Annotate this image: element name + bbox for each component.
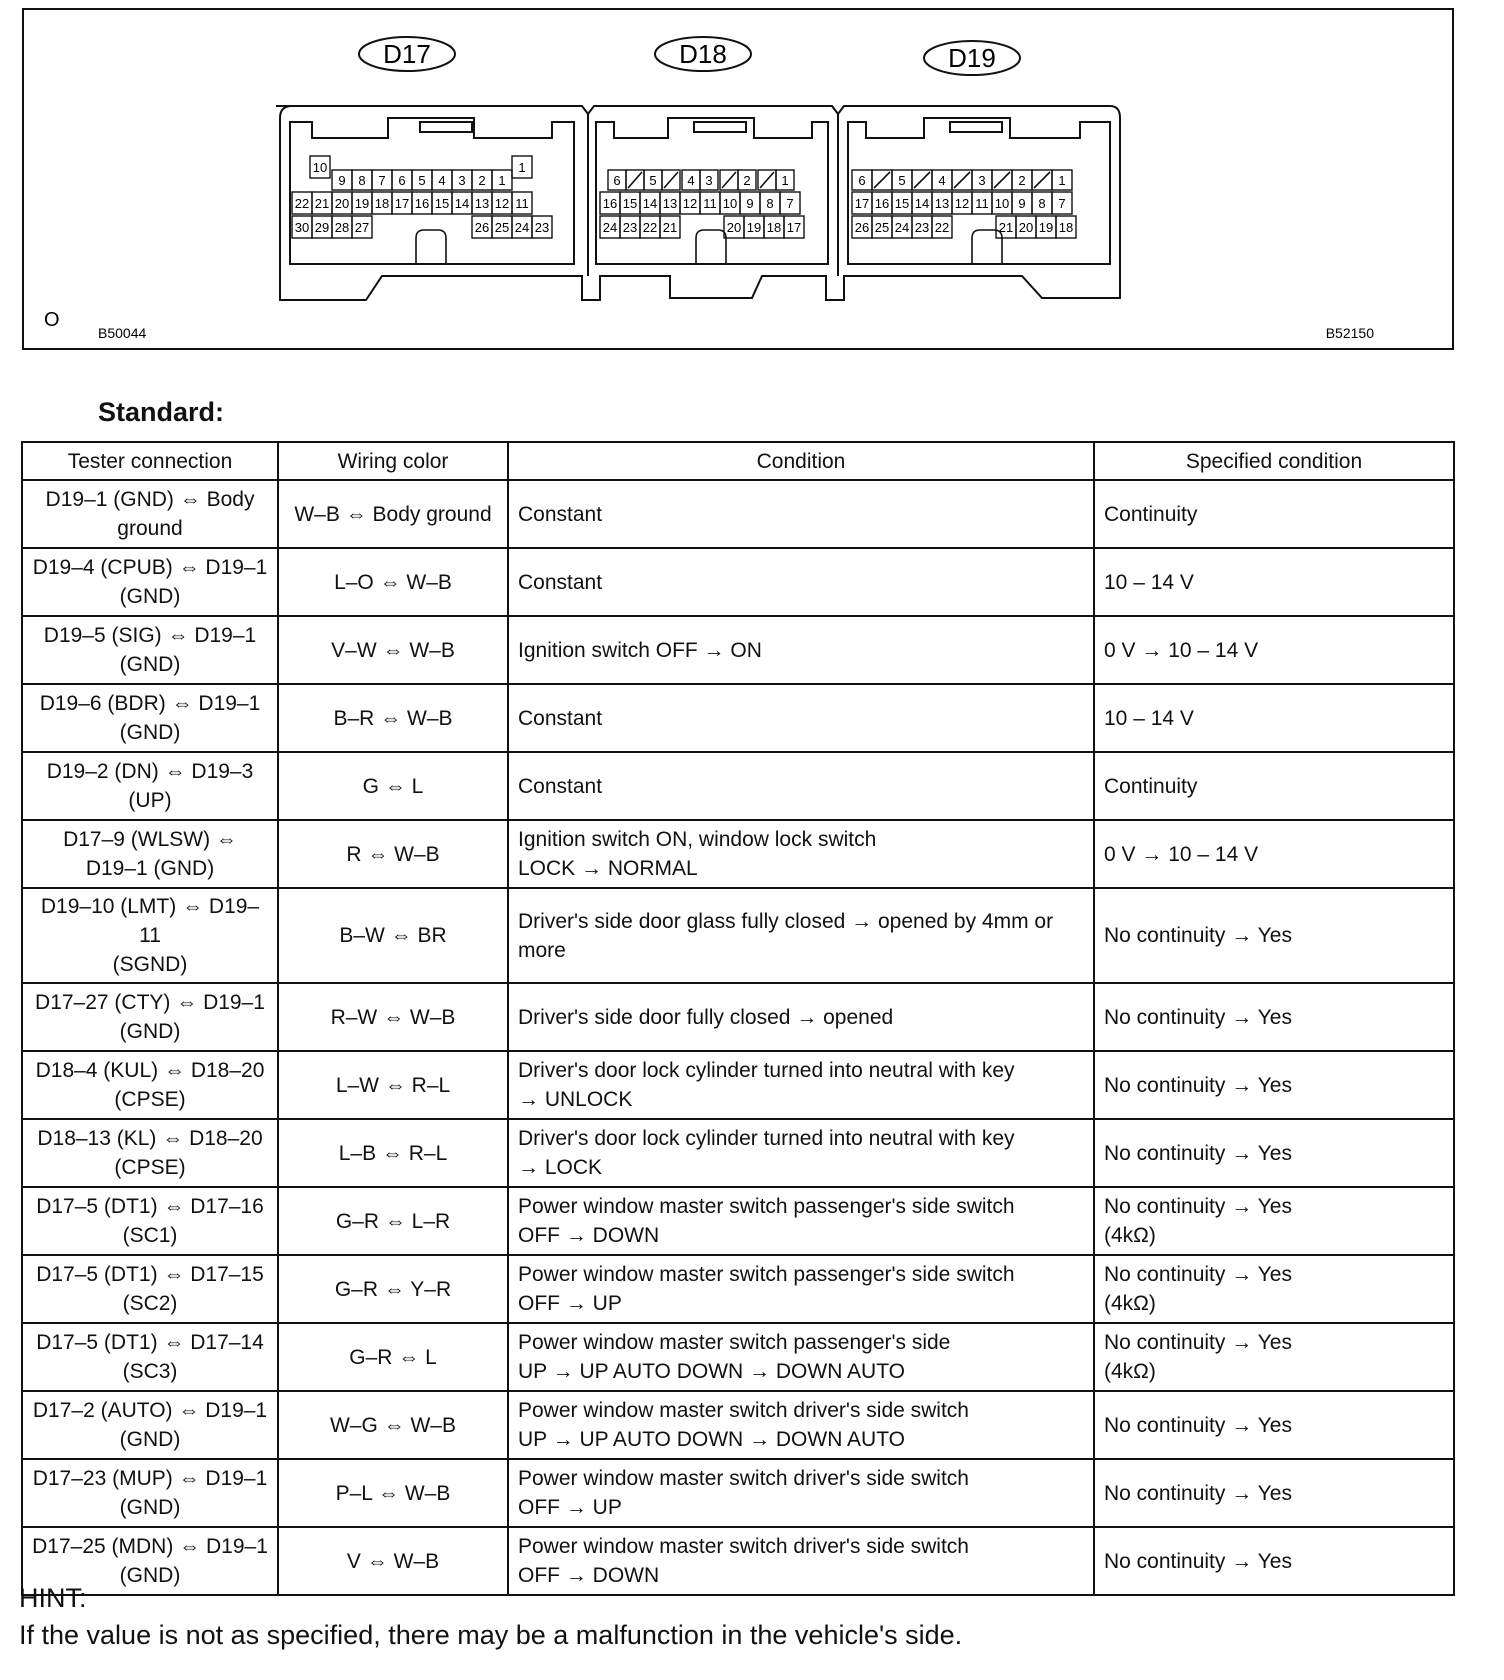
d19-label: D19 [948,43,996,73]
wiring-color-cell: B–W ⇔ BR [278,888,508,983]
table-row [22,820,1454,888]
cavity-number: 29 [314,220,330,235]
condition-cell [508,684,1094,752]
cavity-number: 24 [894,220,910,235]
condition-cell-line: Power window master switch driver's side switch [518,1467,969,1490]
tester-connection-cell-line: (CPSE) [114,1088,186,1111]
condition-cell-line: → UNLOCK [518,1088,633,1111]
condition-cell-line: Driver's side door glass fully closed → opened by 4mm or [518,909,1054,933]
d19-latch [950,122,1002,132]
table-row [22,684,1454,752]
cavity-number: 23 [622,220,638,235]
specified-condition-cell-line: Continuity [1104,502,1198,526]
cavity-number: 3 [978,173,986,188]
cavity-number: 9 [746,196,754,211]
cavity-number: 6 [613,173,621,188]
condition-cell-line: Power window master switch passenger's side switch [518,1195,1015,1218]
cavity-number: 2 [1018,173,1026,188]
cavity-number: 23 [914,220,930,235]
cavity-number: 1 [781,173,789,188]
table-row [22,1051,1454,1119]
condition-cell-line: more [518,938,566,962]
cavity-number: 27 [354,220,370,235]
condition-cell-line: Constant [518,774,603,798]
empty-cavity-slash [722,172,736,188]
figure-code-right: B52150 [1325,325,1374,341]
specified-condition-cell [1094,616,1454,684]
cavity-number: 5 [418,173,426,188]
condition-cell-line: Constant [518,706,603,730]
specified-condition-cell [1094,548,1454,616]
tester-connection-cell [22,1051,278,1119]
cavity-number: 18 [766,220,782,235]
condition-cell [508,1391,1094,1459]
condition-cell-line: Constant [518,502,603,526]
cavity-number: 4 [938,173,946,188]
specified-condition-cell-line: No continuity → Yes [1104,1481,1292,1505]
condition-cell-line: Driver's door lock cylinder turned into neutral with key [518,1059,1015,1082]
cavity-number: 13 [934,196,950,211]
tester-connection-cell-line: D18–13 (KL) ⇔ D18–20 [37,1127,263,1150]
tester-connection-cell-line: D19–6 (BDR) ⇔ D19–1 [39,692,261,715]
cavity-number: 12 [494,196,510,211]
cavity-number: 8 [766,196,774,211]
condition-cell [508,616,1094,684]
condition-cell [508,820,1094,888]
condition-cell [508,1255,1094,1323]
tester-connection-cell [22,1323,278,1391]
cavity-number: 15 [622,196,638,211]
specified-condition-cell [1094,684,1454,752]
condition-cell-line: Driver's side door fully closed → opened [518,1005,894,1029]
specified-condition-cell-line: 10 – 14 V [1104,570,1194,594]
wiring-color-cell: G ⇔ L [278,752,508,820]
tester-connection-cell [22,1255,278,1323]
cavity-number: 17 [854,196,870,211]
specified-condition-cell [1094,1391,1454,1459]
cavity-number: 21 [662,220,678,235]
cavity-number: 5 [649,173,657,188]
specified-condition-cell-line: 0 V → 10 – 14 V [1104,638,1259,662]
wiring-color-cell: R–W ⇔ W–B [278,983,508,1051]
cavity-number: 6 [858,173,866,188]
standard-title: Standard: [98,397,225,427]
table-row [22,480,1454,548]
cavity-number: 7 [378,173,386,188]
table-row [22,1187,1454,1255]
condition-cell-line: UP → UP AUTO DOWN → DOWN AUTO [518,1428,905,1451]
empty-cavity-slash [874,172,890,188]
key-notch [696,230,726,264]
condition-cell [508,983,1094,1051]
cavity-number: 7 [786,196,794,211]
empty-cavity-slash [954,172,970,188]
tester-connection-cell-line: ground [117,517,183,540]
cavity-number: 10 [994,196,1010,211]
tester-connection-cell [22,983,278,1051]
condition-cell-line: Power window master switch passenger's side [518,1331,951,1354]
cavity-number: 15 [434,196,450,211]
tester-connection-cell-line: (GND) [119,1564,181,1587]
cavity-number: 20 [334,196,350,211]
table-header-row [22,442,1454,480]
condition-cell-line: Power window master switch driver's side switch [518,1399,969,1422]
table-body [22,480,1454,1595]
cavity-number: 28 [334,220,350,235]
cavity-number: 26 [854,220,870,235]
header-wiring-color: Wiring color [278,442,508,480]
header-tester-connection: Tester connection [22,442,278,480]
table-row [22,1255,1454,1323]
condition-cell-line: Ignition switch ON, window lock switch [518,828,877,851]
hint-title: HINT: [19,1583,87,1613]
tester-connection-cell-line: D17–5 (DT1) ⇔ D17–14 [36,1331,264,1354]
corner-mark: O [44,309,60,331]
specified-condition-cell-line: (4kΩ) [1104,1360,1156,1383]
tester-connection-cell [22,684,278,752]
cavity-number: 5 [898,173,906,188]
table-row [22,616,1454,684]
cavity-number: 10 [312,160,328,175]
cavity-number: 4 [687,173,695,188]
tester-connection-cell [22,1119,278,1187]
specified-condition-cell-line: No continuity → Yes [1104,1005,1292,1029]
specified-condition-cell-line: No continuity → Yes [1104,1331,1292,1354]
cavity-number: 3 [458,173,466,188]
tester-connection-cell [22,1187,278,1255]
tester-connection-cell-line: D17–5 (DT1) ⇔ D17–16 [36,1195,264,1218]
tester-connection-cell [22,888,278,983]
specified-condition-cell-line: No continuity → Yes [1104,1195,1292,1218]
tester-connection-cell-line: (SC2) [122,1292,178,1315]
tester-connection-cell-line: (GND) [119,1496,181,1519]
empty-cavity-slash [760,172,774,188]
table-row [22,548,1454,616]
wiring-color-cell: G–R ⇔ L [278,1323,508,1391]
cavity-number: 1 [1058,173,1066,188]
cavity-number: 22 [294,196,310,211]
cavity-number: 8 [358,173,366,188]
cavity-number: 1 [518,160,526,175]
wiring-color-cell: G–R ⇔ Y–R [278,1255,508,1323]
tester-connection-cell-line: (GND) [119,1020,181,1043]
specified-condition-cell [1094,983,1454,1051]
tester-connection-cell-line: D17–23 (MUP) ⇔ D19–1 [32,1467,268,1490]
table-row [22,1119,1454,1187]
connector-figure [22,8,1454,358]
tester-connection-cell-line: (CPSE) [114,1156,186,1179]
condition-cell [508,1051,1094,1119]
specified-condition-cell-line: No continuity → Yes [1104,1263,1292,1286]
specified-condition-cell-line: (4kΩ) [1104,1224,1156,1247]
cavity-number: 24 [602,220,618,235]
cavity-number: 12 [954,196,970,211]
cavity-number: 18 [374,196,390,211]
tester-connection-cell-line: D17–27 (CTY) ⇔ D19–1 [35,991,265,1014]
condition-cell-line: Driver's door lock cylinder turned into neutral with key [518,1127,1015,1150]
tester-connection-cell-line: D19–2 (DN) ⇔ D19–3 [46,760,254,783]
specified-condition-cell-line: 0 V → 10 – 14 V [1104,842,1259,866]
tester-connection-cell-line: D17–2 (AUTO) ⇔ D19–1 [32,1399,268,1422]
condition-cell-line: OFF → UP [518,1496,622,1519]
specified-condition-cell-line: No continuity → Yes [1104,1141,1292,1165]
condition-cell [508,548,1094,616]
empty-cavity-slash [994,172,1010,188]
condition-cell-line: Power window master switch driver's side switch [518,1535,969,1558]
specified-condition-cell [1094,1051,1454,1119]
tester-connection-cell-line: D19–4 (CPUB) ⇔ D19–1 [32,556,268,579]
specified-condition-cell-line: No continuity → Yes [1104,1413,1292,1437]
cavity-grid [292,156,1076,264]
tester-connection-cell-line: (UP) [128,789,172,812]
cavity-number: 17 [786,220,802,235]
wiring-color-cell: W–G ⇔ W–B [278,1391,508,1459]
wiring-color-cell: L–O ⇔ W–B [278,548,508,616]
empty-cavity-slash [1034,172,1050,188]
table-row [22,888,1454,983]
cavity-number: 14 [454,196,470,211]
condition-cell [508,1187,1094,1255]
d18-label: D18 [679,39,727,69]
d17-latch [420,122,472,132]
specified-condition-cell [1094,888,1454,983]
hint-text: If the value is not as specified, there may be a malfunction in the vehicle's side. [19,1620,963,1650]
tester-connection-cell-line: D18–4 (KUL) ⇔ D18–20 [35,1059,265,1082]
cavity-number: 18 [1058,220,1074,235]
cavity-number: 16 [874,196,890,211]
cavity-number: 11 [515,196,529,211]
cavity-number: 17 [394,196,410,211]
tester-connection-cell-line: D17–5 (DT1) ⇔ D17–15 [36,1263,264,1286]
condition-cell [508,1323,1094,1391]
table-row [22,1527,1454,1595]
cavity-number: 16 [602,196,618,211]
wiring-color-cell: V–W ⇔ W–B [278,616,508,684]
cavity-number: 2 [743,173,751,188]
tester-connection-cell-line: (GND) [119,653,181,676]
specified-condition-cell [1094,480,1454,548]
d19-inner-outline [848,118,1110,264]
tester-connection-cell-line: (GND) [119,585,181,608]
condition-cell-line: OFF → DOWN [518,1224,660,1247]
cavity-number: 30 [294,220,310,235]
tester-connection-cell [22,1459,278,1527]
cavity-number: 7 [1058,196,1066,211]
wiring-color-cell: W–B ⇔ Body ground [278,480,508,548]
cavity-number: 22 [642,220,658,235]
tester-connection-cell [22,1391,278,1459]
cavity-number: 6 [398,173,406,188]
cavity-number: 11 [703,196,717,211]
cavity-number: 4 [438,173,446,188]
cavity-number: 26 [474,220,490,235]
tester-connection-cell [22,752,278,820]
condition-cell-line: → LOCK [518,1156,603,1179]
specified-condition-cell [1094,1255,1454,1323]
condition-cell [508,1527,1094,1595]
cavity-number: 15 [894,196,910,211]
key-notch [972,230,1002,264]
tester-connection-cell [22,480,278,548]
tester-connection-cell-line: (SC1) [122,1224,178,1247]
condition-cell [508,1119,1094,1187]
cavity-number: 10 [722,196,738,211]
tester-connection-cell-line: D17–25 (MDN) ⇔ D19–1 [32,1535,268,1558]
condition-cell-line: UP → UP AUTO DOWN → DOWN AUTO [518,1360,905,1383]
condition-cell [508,480,1094,548]
specified-condition-cell-line: No continuity → Yes [1104,1549,1292,1573]
connector-diagram [22,8,1454,358]
cavity-number: 22 [934,220,950,235]
specified-condition-cell [1094,1527,1454,1595]
tester-connection-cell-line: (GND) [119,1428,181,1451]
cavity-number: 9 [338,173,346,188]
cavity-number: 14 [642,196,658,211]
condition-cell-line: Constant [518,570,603,594]
tester-connection-cell-line: D17–9 (WLSW) ⇔ [63,828,237,851]
cavity-number: 25 [874,220,890,235]
specified-condition-cell [1094,1323,1454,1391]
d18-inner-outline [596,118,828,264]
wiring-color-cell: V ⇔ W–B [278,1527,508,1595]
cavity-number: 19 [746,220,762,235]
specified-condition-cell [1094,1459,1454,1527]
table-row [22,1323,1454,1391]
d17-inner-outline [290,118,574,264]
wiring-color-cell: R ⇔ W–B [278,820,508,888]
wiring-color-cell: G–R ⇔ L–R [278,1187,508,1255]
cavity-number: 9 [1018,196,1026,211]
cavity-number: 8 [1038,196,1046,211]
wiring-color-cell: L–B ⇔ R–L [278,1119,508,1187]
cavity-number: 20 [726,220,742,235]
cavity-number: 19 [1038,220,1054,235]
tester-connection-cell-line: (SC3) [122,1360,178,1383]
empty-cavity-slash [914,172,930,188]
specified-condition-cell-line: 10 – 14 V [1104,706,1194,730]
specified-condition-cell-line: No continuity → Yes [1104,924,1292,947]
tester-connection-cell [22,548,278,616]
specified-condition-cell-line: No continuity → Yes [1104,1073,1292,1097]
cavity-number: 20 [1018,220,1034,235]
cavity-number: 3 [705,173,713,188]
tester-connection-cell-line: D19–5 (SIG) ⇔ D19–1 [43,624,257,647]
cavity-number: 21 [314,196,330,211]
wiring-color-cell: L–W ⇔ R–L [278,1051,508,1119]
cavity-number: 14 [914,196,930,211]
cavity-number: 21 [998,220,1014,235]
standard-table [21,441,1455,1596]
condition-cell-line: OFF → DOWN [518,1564,660,1587]
tester-connection-cell-line: (SGND) [112,953,188,976]
condition-cell [508,888,1094,983]
specified-condition-cell [1094,752,1454,820]
specified-condition-cell [1094,1119,1454,1187]
cavity-number: 24 [514,220,530,235]
d17-label: D17 [383,39,431,69]
specified-condition-cell [1094,820,1454,888]
empty-cavity-slash [628,172,642,188]
condition-cell-line: LOCK → NORMAL [518,857,698,880]
table-row [22,1391,1454,1459]
d18-latch [694,122,746,132]
cavity-number: 13 [662,196,678,211]
cavity-number: 19 [354,196,370,211]
specified-condition-cell-line: Continuity [1104,774,1198,798]
cavity-number: 13 [474,196,490,211]
specified-condition-cell [1094,1187,1454,1255]
condition-cell-line: Ignition switch OFF → ON [518,638,762,662]
table-row [22,983,1454,1051]
wiring-color-cell: P–L ⇔ W–B [278,1459,508,1527]
condition-cell-line: Power window master switch passenger's side switch [518,1263,1015,1286]
table-row [22,752,1454,820]
cavity-number: 16 [414,196,430,211]
tester-connection-cell-line: D19–10 (LMT) ⇔ D19–11 [40,895,260,947]
condition-cell [508,1459,1094,1527]
tester-connection-cell [22,820,278,888]
tester-connection-cell-line: D19–1 (GND) [85,857,215,880]
condition-cell-line: OFF → UP [518,1292,622,1315]
specified-condition-cell-line: (4kΩ) [1104,1292,1156,1315]
wiring-color-cell: B–R ⇔ W–B [278,684,508,752]
key-notch [416,230,446,264]
tester-connection-cell-line: D19–1 (GND) ⇔ Body [45,488,255,511]
cavity-number: 23 [534,220,550,235]
cavity-number: 25 [494,220,510,235]
table-row [22,1459,1454,1527]
cavity-number: 11 [975,196,989,211]
empty-cavity-slash [664,172,678,188]
cavity-number: 12 [682,196,698,211]
cavity-number: 1 [498,173,506,188]
figure-code-left: B50044 [98,325,147,341]
condition-cell [508,752,1094,820]
cavity-number: 2 [478,173,486,188]
header-specified-condition: Specified condition [1094,442,1454,480]
tester-connection-cell-line: (GND) [119,721,181,744]
header-condition: Condition [508,442,1094,480]
tester-connection-cell [22,616,278,684]
